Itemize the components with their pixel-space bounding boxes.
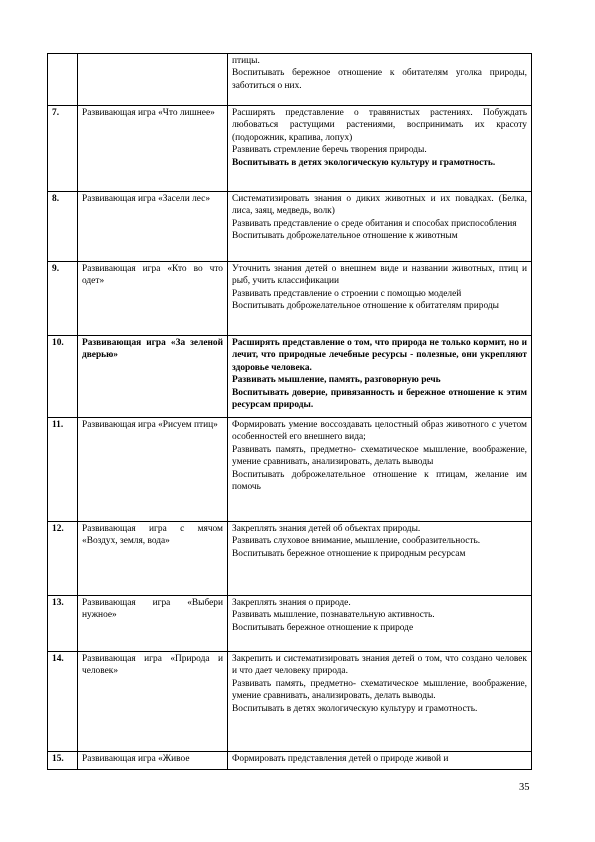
game-title: Развивающая игра «Что лишнее» [78, 106, 228, 192]
goals-cell [228, 418, 532, 522]
goals-cell [228, 54, 532, 106]
goal-text: Систематизировать знания о диких животных и их повадках. (Белка, лиса, заяц, медведь, волк) [232, 194, 527, 217]
row-number: 7. [48, 106, 78, 192]
goal-text: Развивать представление о среде обитания и способах приспособления [232, 218, 517, 229]
goal-text: Расширять представление о травянистых растениях. Побуждать любоваться растущими растениями, воспринимать их красоту (подорожник, крапива, лопух) [232, 108, 527, 143]
goal-text: Формировать умение воссоздавать целостный образ животного с учетом особенностей его внешнего вида; [232, 420, 527, 443]
game-title: Развивающая игра с мячом «Воздух, земля, вода» [78, 522, 228, 596]
table-row [48, 54, 532, 106]
row-number: 8. [48, 192, 78, 262]
game-title: Развивающая игра «Рисуем птиц» [78, 418, 228, 522]
table-row [48, 652, 532, 752]
game-title [78, 54, 228, 106]
goal-text: Развивать представление о строении с помощью моделей [232, 288, 462, 299]
activities-table [47, 53, 532, 770]
table-row [48, 752, 532, 770]
goal-text: Воспитывать доверие, привязанность и бережное отношение к этим ресурсам природы. [232, 387, 527, 411]
row-number: 10. [48, 336, 78, 418]
goals-cell [228, 752, 532, 770]
game-title: Развивающая игра «За зеленой дверью» [78, 336, 228, 418]
row-number: 15. [48, 752, 78, 770]
goal-text: Воспитывать в детях экологическую культуру и грамотность. [232, 703, 478, 714]
row-number: 12. [48, 522, 78, 596]
table-row [48, 596, 532, 652]
goal-text: Развивать память, предметно- схематическое мышление, воображение, умение сравнивать, анализировать, делать выводы [232, 444, 527, 468]
game-title: Развивающая игра «Живое [78, 752, 228, 770]
goal-text: Развивать стремление беречь творения природы. [232, 145, 427, 156]
goal-text: Воспитывать бережное отношение к природе [232, 622, 414, 633]
goal-text: Закрепить и систематизировать знания детей о том, что создано человек и что дает человеку природа. [232, 654, 527, 677]
goals-cell [228, 652, 532, 752]
goals-cell [228, 336, 532, 418]
row-number [48, 54, 78, 106]
page-number: 35 [519, 782, 530, 793]
goal-text: Развивать слуховое внимание, мышление, сообразительность. [232, 536, 481, 547]
goals-cell [228, 596, 532, 652]
goal-text: Закреплять знания детей об объектах природы. [232, 524, 421, 534]
goals-cell [228, 192, 532, 262]
table-body [48, 54, 532, 770]
row-number: 11. [48, 418, 78, 522]
row-number: 9. [48, 262, 78, 336]
game-title: Развивающая игра «Кто во что одет» [78, 262, 228, 336]
goal-text: Воспитывать доброжелательное отношение к обитателям природы [232, 301, 499, 312]
row-number: 14. [48, 652, 78, 752]
goal-text: Формировать представления детей о природе живой и [232, 754, 449, 764]
goal-text: Воспитывать доброжелательное отношение к животным [232, 231, 458, 242]
table-row [48, 192, 532, 262]
goal-text: Развивать мышление, память, разговорную речь [232, 375, 441, 386]
goal-text: Развивать мышление, познавательную активность. [232, 610, 435, 621]
table-row [48, 336, 532, 418]
goal-text: Уточнить знания детей о внешнем виде и названии животных, птиц и рыб, учить классификации [232, 264, 527, 287]
table-row [48, 522, 532, 596]
table-row [48, 262, 532, 336]
goal-text: Воспитывать доброжелательное отношение к птицам, желание им помочь [232, 469, 527, 493]
table-row [48, 418, 532, 522]
table-row [48, 106, 532, 192]
goal-text: Воспитывать бережное отношение к природным ресурсам [232, 548, 466, 559]
game-title: Развивающая игра «Природа и человек» [78, 652, 228, 752]
goal-text: Расширять представление о том, что природа не только кормит, но и лечит, что природные лечебные ресурсы - полезные, они укрепляют здоровье человека. [232, 338, 527, 373]
goals-cell [228, 262, 532, 336]
goal-text: Воспитывать бережное отношение к обитателям уголка природы, заботиться о них. [232, 68, 527, 91]
goals-cell [228, 106, 532, 192]
goal-text: Закреплять знания о природе. [232, 598, 351, 608]
goal-text: Воспитывать в детях экологическую культуру и грамотность. [232, 157, 496, 168]
goal-text: Развивать память, предметно- схематическое мышление, воображение, умение сравнивать, анализировать, делать выводы. [232, 678, 527, 702]
goal-text: птицы. [232, 56, 260, 66]
game-title: Развивающая игра «Выбери нужное» [78, 596, 228, 652]
game-title: Развивающая игра «Засели лес» [78, 192, 228, 262]
goals-cell [228, 522, 532, 596]
row-number: 13. [48, 596, 78, 652]
